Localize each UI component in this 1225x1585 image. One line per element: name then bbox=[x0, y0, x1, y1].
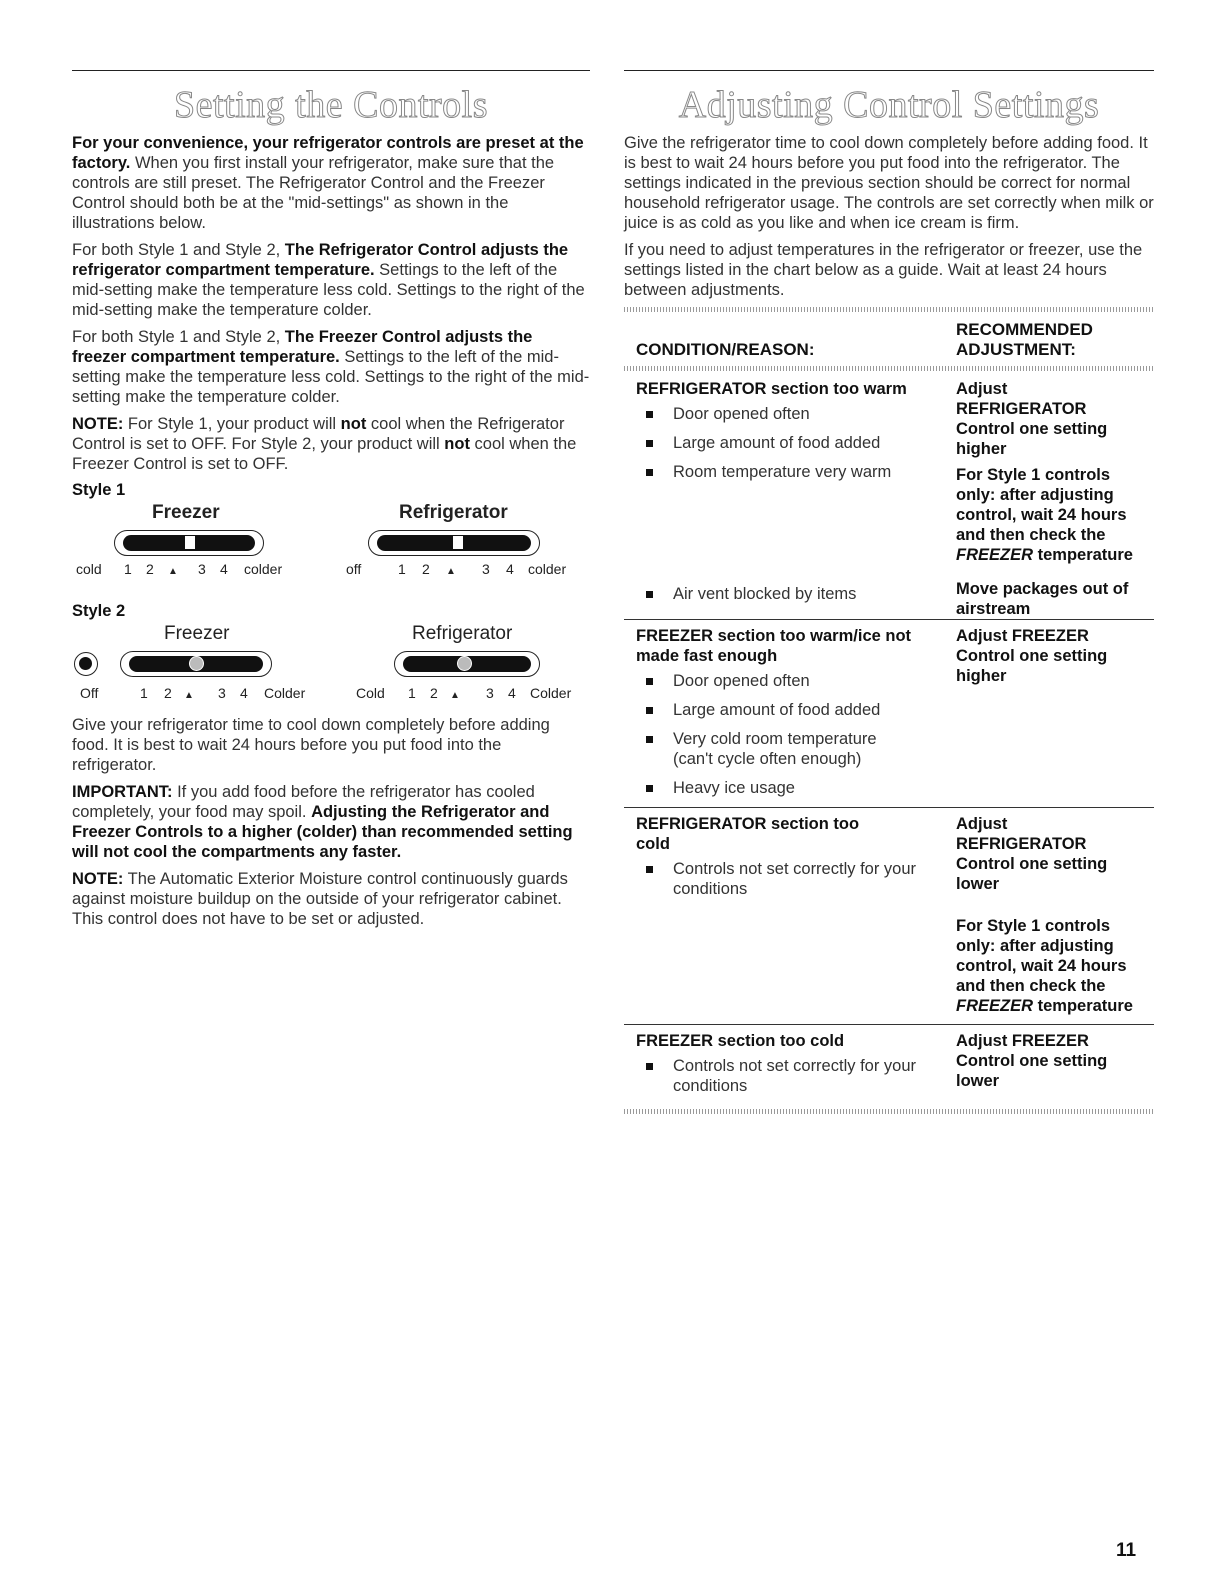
adjustment-table bbox=[624, 312, 1154, 1105]
table-bottom-divider bbox=[624, 1109, 1154, 1114]
style2-refrigerator-scale: Cold 1 2 ▲ 3 4 Colder bbox=[356, 685, 572, 701]
bullet-icon bbox=[646, 678, 653, 685]
paragraph-cool-down-right: Give the refrigerator time to cool down completely before adding food. It is best to wait 24 hours before you put food into the refrigerator. The settings indicated in the previous section should be correct for normal household refrigerator usage. The controls are set correctly when milk or juice is as cold as you like and when ice cream is firm. bbox=[624, 134, 1154, 232]
list-item: Large amount of food added bbox=[636, 433, 956, 453]
bullet-icon bbox=[646, 469, 653, 476]
style1-freezer-slider[interactable] bbox=[114, 530, 264, 556]
paragraph-refrigerator-control: For both Style 1 and Style 2, The Refrigerator Control adjusts the refrigerator compartment temperature. Settings to the left of the mid-setting make the temperature less cold. Settings to the right of the mid-setting make the temperature colder. bbox=[72, 241, 585, 319]
style2-freezer-slider[interactable] bbox=[120, 651, 272, 677]
table-row bbox=[624, 565, 1154, 620]
style1-refrigerator-slider[interactable] bbox=[368, 530, 540, 556]
bullet-icon bbox=[646, 591, 653, 598]
style2-refrigerator-slider[interactable] bbox=[394, 651, 540, 677]
bullet-icon bbox=[646, 866, 653, 873]
adjustment-cell: Adjust REFRIGERATOR Control one setting lower For Style 1 controls only: after adjusting control, wait 24 hours and then check the FREEZER temperature bbox=[956, 808, 1154, 1025]
list-item: Air vent blocked by items bbox=[636, 584, 956, 604]
style1-refrigerator-title: Refrigerator bbox=[399, 502, 508, 523]
condition-title: FREEZER section too warm/ice not made fast enough bbox=[636, 627, 912, 665]
style2-freezer-scale: Off 1 2 ▲ 3 4 Colder bbox=[80, 685, 306, 701]
section-heading-adjusting-controls: Adjusting Control Settings bbox=[678, 84, 1100, 126]
list-item: Door opened often bbox=[636, 404, 956, 424]
list-item: Very cold room temperature (can't cycle often enough) bbox=[636, 729, 956, 769]
right-column bbox=[624, 70, 1154, 1114]
paragraph-freezer-control: For both Style 1 and Style 2, The Freezer Control adjusts the freezer compartment temperature. Settings to the left of the mid-setting make the temperature less cold. Settings to the right of the mid-setting make the temperature colder. bbox=[72, 328, 590, 406]
bullet-icon bbox=[646, 1063, 653, 1070]
slider-knob[interactable] bbox=[185, 536, 195, 549]
page-number: 11 bbox=[1116, 1540, 1137, 1561]
style2-off-button[interactable] bbox=[74, 652, 98, 676]
paragraph-preset: For your convenience, your refrigerator controls are preset at the factory. When you first install your refrigerator, make sure that the controls are still preset. The Refrigerator Control and the Freezer Control should both be at the "mid-settings" as shown in the illustrations below. bbox=[72, 134, 584, 232]
adjustment-cell: Move packages out of airstream bbox=[956, 580, 1129, 618]
style1-freezer-title: Freezer bbox=[152, 502, 220, 523]
list-item: Controls not set correctly for your conditions bbox=[636, 859, 956, 899]
style1-freezer-scale: cold 1 2 ▲ 3 4 colder bbox=[76, 561, 283, 577]
style2-controls bbox=[72, 623, 590, 715]
table-header-row bbox=[624, 312, 1154, 364]
style1-controls bbox=[72, 502, 590, 588]
style2-label: Style 2 bbox=[72, 602, 126, 620]
paragraph-cool-down: Give your refrigerator time to cool down completely before adding food. It is best to wait 24 hours before you put food into the refrigerator. bbox=[72, 716, 550, 774]
note-moisture-control: NOTE: The Automatic Exterior Moisture control continuously guards against moisture buildup on the outside of your refrigerator cabinet. This control does not have to be set or adjusted. bbox=[72, 870, 568, 928]
style2-freezer-title: Freezer bbox=[164, 623, 230, 644]
list-item: Large amount of food added bbox=[636, 700, 956, 720]
col-header-adjustment: RECOMMENDED ADJUSTMENT: bbox=[956, 320, 1093, 359]
style1-label: Style 1 bbox=[72, 481, 126, 499]
section-heading-setting-controls: Setting the Controls bbox=[174, 84, 488, 126]
bullet-icon bbox=[646, 440, 653, 447]
slider-knob[interactable] bbox=[189, 656, 204, 671]
slider-knob[interactable] bbox=[453, 536, 463, 549]
table-row bbox=[624, 379, 1154, 565]
note-off-setting: NOTE: For Style 1, your product will not cool when the Refrigerator Control is set to OFF. For Style 2, your product will not cool when the Freezer Control is set to OFF. bbox=[72, 415, 577, 473]
condition-title: REFRIGERATOR section too warm bbox=[636, 380, 907, 398]
paragraph-guide: If you need to adjust temperatures in the refrigerator or freezer, use the settings listed in the chart below as a guide. Wait at least 24 hours between adjustments. bbox=[624, 241, 1143, 299]
list-item: Heavy ice usage bbox=[636, 778, 956, 798]
top-rule bbox=[624, 70, 1154, 71]
style2-refrigerator-title: Refrigerator bbox=[412, 623, 513, 644]
adjustment-cell: Adjust FREEZER Control one setting higher bbox=[956, 620, 1154, 808]
list-item: Door opened often bbox=[636, 671, 956, 691]
adjustment-cell: Adjust FREEZER Control one setting lower bbox=[956, 1025, 1154, 1106]
list-item: Room temperature very warm bbox=[636, 462, 956, 482]
col-header-condition: CONDITION/REASON: bbox=[636, 340, 815, 359]
top-rule bbox=[72, 70, 590, 71]
header-divider bbox=[624, 366, 1154, 371]
left-column bbox=[72, 70, 590, 936]
slider-knob[interactable] bbox=[457, 656, 472, 671]
table-row bbox=[624, 808, 1154, 1025]
table-row bbox=[624, 1025, 1154, 1106]
adjustment-cell: Adjust REFRIGERATOR Control one setting higher For Style 1 controls only: after adjusting control, wait 24 hours and then check the FREEZER temperature bbox=[956, 380, 1133, 564]
bullet-icon bbox=[646, 411, 653, 418]
list-item: Controls not set correctly for your conditions bbox=[636, 1056, 956, 1096]
condition-title: FREEZER section too cold bbox=[636, 1032, 845, 1050]
style1-refrigerator-scale: off 1 2 ▲ 3 4 colder bbox=[346, 561, 567, 577]
paragraph-important: IMPORTANT: If you add food before the refrigerator has cooled completely, your food may spoil. Adjusting the Refrigerator and Freezer Controls to a higher (colder) than recommended setting will not cool the compartments any faster. bbox=[72, 783, 573, 861]
bullet-icon bbox=[646, 736, 653, 743]
bullet-icon bbox=[646, 707, 653, 714]
table-row bbox=[624, 620, 1154, 808]
bullet-icon bbox=[646, 785, 653, 792]
condition-title: REFRIGERATOR section too cold bbox=[636, 815, 860, 853]
